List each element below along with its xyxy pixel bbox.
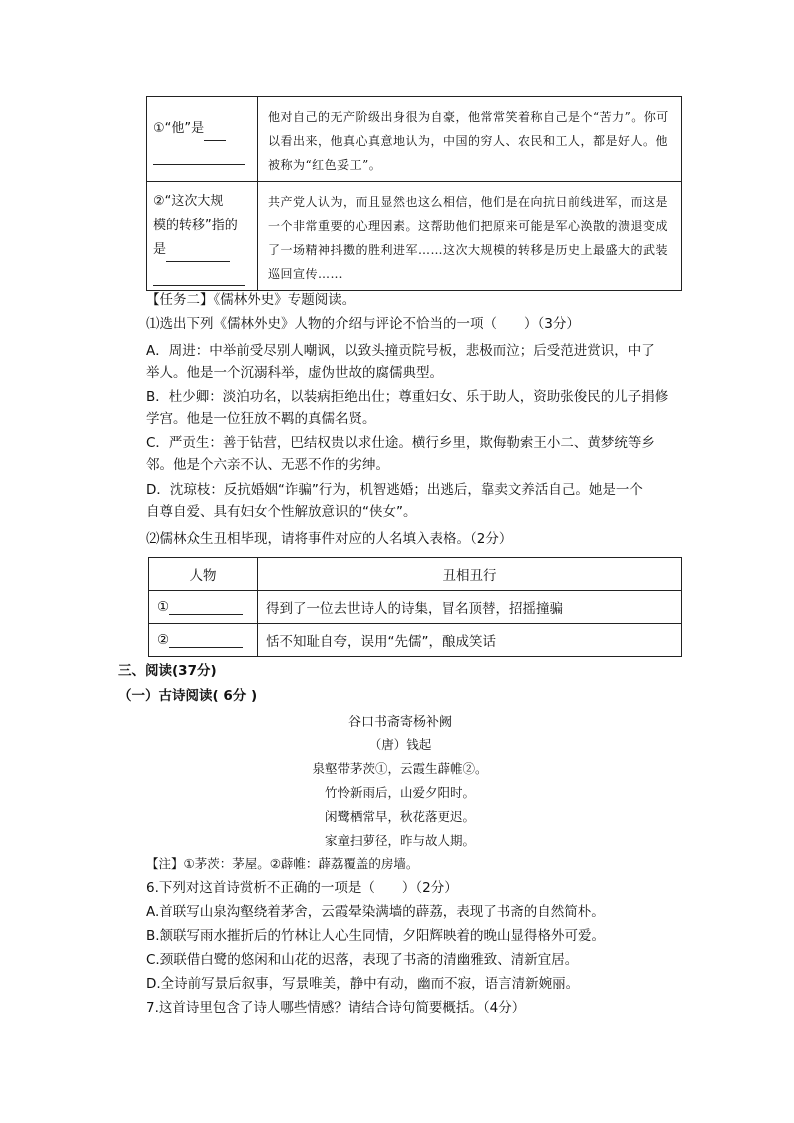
option-c: C．严贡生：善于钻营，巴结权贵以求仕途。横行乡里，欺侮勒索王小二、黄梦统等乡 — [146, 435, 655, 451]
character-table — [148, 557, 682, 657]
answer-cell: ②“这次大规 模的转移”指的 是 — [147, 182, 258, 291]
poem-title: 谷口书斋寄杨补阙 — [347, 715, 452, 730]
column-header: 丑相丑行 — [258, 558, 682, 591]
excerpt-text: 他对自己的无产阶级出身很为自豪，他常常笑着称自己是个“苦力”。你可以看出来，他真心真意地认为，中国的穷人、农民和工人，都是好人。他被称为“红色妥工”。 — [258, 97, 682, 182]
q6-option-b: B.颔联写雨水摧折后的竹林让人心生同情，夕阳辉映着的晚山显得格外可爱。 — [146, 928, 606, 944]
poem-author: （唐）钱起 — [368, 737, 432, 752]
question-1: ⑴选出下列《儒林外史》人物的介绍与评论不恰当的一项（ ）（3分） — [146, 316, 580, 332]
option-c-cont: 邻。他是个六亲不认、无恶不作的劣绅。 — [146, 457, 389, 473]
poem-line: 竹怜新雨后，山爱夕阳时。 — [324, 785, 475, 800]
table-row: ① 得到了一位去世诗人的诗集，冒名顶替，招摇撞骗 — [149, 591, 682, 624]
table-header-row — [149, 558, 682, 591]
answer-blank[interactable] — [153, 271, 245, 286]
table-row: ② 恬不知耻自夸，误用“先儒”，酿成笑话 — [149, 624, 682, 657]
option-a-cont: 举人。他是一个沉溺科举，虚伪世故的腐儒典型。 — [146, 365, 443, 381]
option-a: A．周进：中举前受尽别人嘲讽，以致头撞贡院号板，悲极而泣；后受范进赏识，中了 — [146, 343, 655, 359]
event-cell: 得到了一位去世诗人的诗集，冒名顶替，招摇撞骗 — [258, 591, 682, 624]
task-heading: 【任务二】《儒林外史》专题阅读。 — [146, 292, 356, 308]
table-row — [147, 97, 682, 182]
q6-option-a: A.首联写山泉沟壑绕着茅舍，云霞晕染满墙的薜荔，表现了书斋的自然简朴。 — [146, 904, 605, 920]
poem-note: 【注】①茅茨：茅屋。②薜帷：薜荔覆盖的房墙。 — [146, 856, 419, 871]
answer-blank[interactable] — [153, 150, 245, 165]
answer-blank[interactable] — [204, 126, 226, 141]
section-heading: 三、阅读(37分) — [118, 663, 217, 679]
question-7: 7.这首诗里包含了诗人哪些情感？请结合诗句简要概括。（4分） — [146, 1000, 526, 1016]
reading-table — [146, 96, 682, 291]
question-6: 6.下列对这首诗赏析不正确的一项是（ ）（2分） — [146, 880, 458, 896]
answer-blank[interactable] — [169, 600, 243, 615]
excerpt-text: 共产党人认为，而且显然也这么相信，他们是在向抗日前线进军，而这是一个非常重要的心理因素。这帮助他们把原来可能是军心涣散的溃退变成了一场精神抖擞的胜利进军……这次大规模的转移是历史上最盛大的武装巡回宣传…… — [258, 182, 682, 291]
subsection-heading: （一）古诗阅读( 6分 ) — [118, 688, 258, 704]
q6-option-d: D.全诗前写景后叙事，写景唯美，静中有动，幽而不寂，语言清新婉丽。 — [146, 976, 580, 992]
poem-line: 家童扫萝径，昨与故人期。 — [324, 833, 475, 848]
answer-blank[interactable] — [166, 247, 230, 262]
poem-line: 闲鹭栖常早，秋花落更迟。 — [324, 809, 475, 824]
q6-option-c: C.颈联借白鹭的悠闲和山花的迟落，表现了书斋的清幽雅致、清新宜居。 — [146, 952, 579, 968]
option-d-cont: 自尊自爱、具有妇女个性解放意识的“侠女”。 — [146, 504, 417, 520]
answer-blank[interactable] — [169, 633, 243, 648]
option-d: D．沈琼枝：反抗婚姻“诈骗”行为，机智逃婚；出逃后，靠卖文养活自己。她是一个 — [146, 482, 643, 498]
option-b: B．杜少卿：淡泊功名，以装病拒绝出仕；尊重妇女、乐于助人，资助张俊民的儿子捐修 — [146, 389, 669, 405]
answer-cell: ①“他”是 — [147, 97, 258, 182]
poem-line: 泉壑带茅茨①，云霞生薜帷②。 — [312, 761, 488, 776]
event-cell: 恬不知耻自夸，误用“先儒”，酿成笑话 — [258, 624, 682, 657]
column-header: 人物 — [149, 558, 258, 591]
option-b-cont: 学宫。他是一位狂放不羁的真儒名贤。 — [146, 411, 376, 427]
table-row — [147, 182, 682, 291]
question-2: ⑵儒林众生丑相毕现，请将事件对应的人名填入表格。（2分） — [146, 531, 513, 547]
